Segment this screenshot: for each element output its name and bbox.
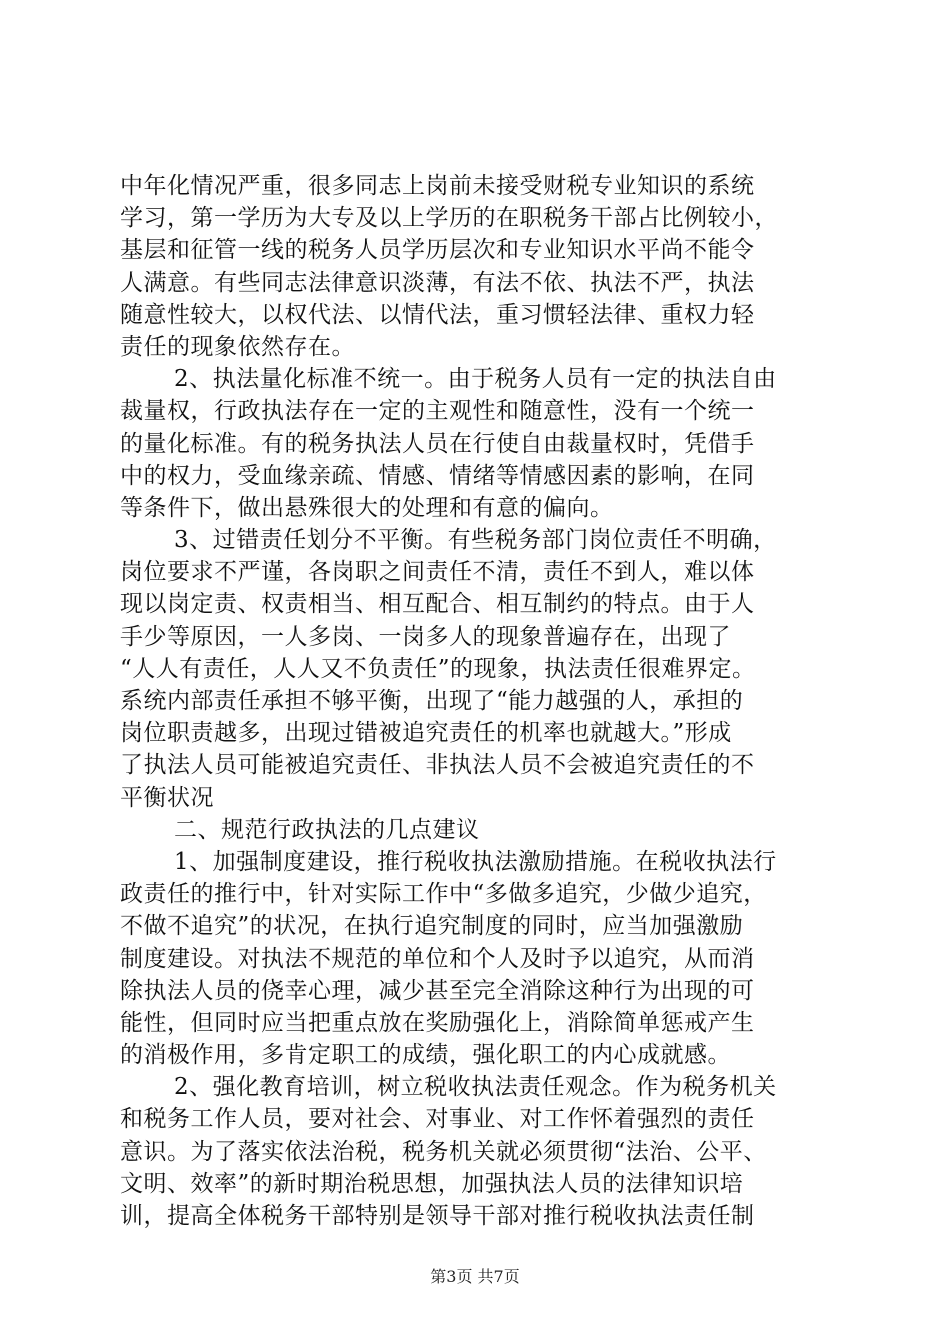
text-line: 的消极作用，多肯定职工的成绩，强化职工的内心成就感。 bbox=[120, 1042, 731, 1069]
text-line: 手少等原因，一人多岗、一岗多人的现象普遍存在，出现了 bbox=[120, 623, 731, 650]
text-line: 不做不追究”的状况，在执行追究制度的同时，应当加强激励 bbox=[120, 913, 744, 940]
page-footer: 第3页 共7页 bbox=[430, 1267, 520, 1286]
text-line: 平衡状况 bbox=[120, 784, 214, 811]
text-line: 等条件下，做出悬殊很大的处理和有意的偏向。 bbox=[120, 494, 614, 521]
text-line: 裁量权，行政执法存在一定的主观性和随意性，没有一个统一 bbox=[120, 398, 755, 425]
text-line: 的量化标准。有的税务执法人员在行使自由裁量权时，凭借手 bbox=[120, 430, 755, 457]
text-line: 二、规范行政执法的几点建议 bbox=[174, 816, 480, 843]
text-line: 2、强化教育培训，树立税收执法责任观念。作为税务机关 bbox=[174, 1074, 777, 1101]
text-line: 系统内部责任承担不够平衡，出现了“能力越强的人，承担的 bbox=[120, 688, 744, 714]
text-line: 除执法人员的侥幸心理，减少甚至完全消除这种行为出现的可 bbox=[120, 977, 755, 1004]
text-line: 文明、效率”的新时期治税思想，加强执法人员的法律知识培 bbox=[120, 1170, 744, 1197]
text-line: 和税务工作人员，要对社会、对事业、对工作怀着强烈的责任 bbox=[120, 1106, 755, 1133]
text-line: 3、过错责任划分不平衡。有些税务部门岗位责任不明确， bbox=[174, 527, 777, 554]
text-line: 中年化情况严重，很多同志上岗前未接受财税专业知识的系统 bbox=[120, 173, 755, 199]
text-line: “人人有责任，人人又不负责任”的现象，执法责任很难界定。 bbox=[120, 655, 756, 682]
text-line: 意识。为了落实依法治税，税务机关就必须贯彻“法治、公平、 bbox=[120, 1138, 767, 1165]
text-line: 随意性较大，以权代法、以情代法，重习惯轻法律、重权力轻 bbox=[120, 301, 755, 328]
text-line: 责任的现象依然存在。 bbox=[120, 333, 355, 360]
text-line: 学习，第一学历为大专及以上学历的在职税务干部占比例较小， bbox=[120, 205, 778, 232]
text-line: 制度建设。对执法不规范的单位和个人及时予以追究，从而消 bbox=[120, 945, 755, 972]
text-line: 中的权力，受血缘亲疏、情感、情绪等情感因素的影响，在同 bbox=[120, 462, 755, 489]
text-line: 了执法人员可能被追究责任、非执法人员不会被追究责任的不 bbox=[120, 752, 755, 779]
text-line: 现以岗定责、权责相当、相互配合、相互制约的特点。由于人 bbox=[120, 591, 755, 618]
text-line: 1、加强制度建设，推行税收执法激励措施。在税收执法行 bbox=[174, 848, 777, 875]
text-line: 基层和征管一线的税务人员学历层次和专业知识水平尚不能令 bbox=[120, 237, 755, 264]
text-line: 岗位职责越多，出现过错被追究责任的机率也就越大。”形成 bbox=[120, 720, 732, 747]
document-body bbox=[120, 170, 834, 1232]
text-line: 人满意。有些同志法律意识淡薄，有法不依、执法不严，执法 bbox=[120, 269, 755, 296]
text-line: 政责任的推行中，针对实际工作中“多做多追究，少做少追究， bbox=[120, 881, 767, 908]
text-line: 2、执法量化标准不统一。由于税务人员有一定的执法自由 bbox=[174, 366, 777, 393]
text-line: 岗位要求不严谨，各岗职之间责任不清，责任不到人，难以体 bbox=[120, 559, 755, 586]
text-line: 训，提高全体税务干部特别是领导干部对推行税收执法责任制 bbox=[120, 1203, 755, 1229]
text-line: 能性，但同时应当把重点放在奖励强化上，消除简单惩戒产生 bbox=[120, 1009, 755, 1036]
